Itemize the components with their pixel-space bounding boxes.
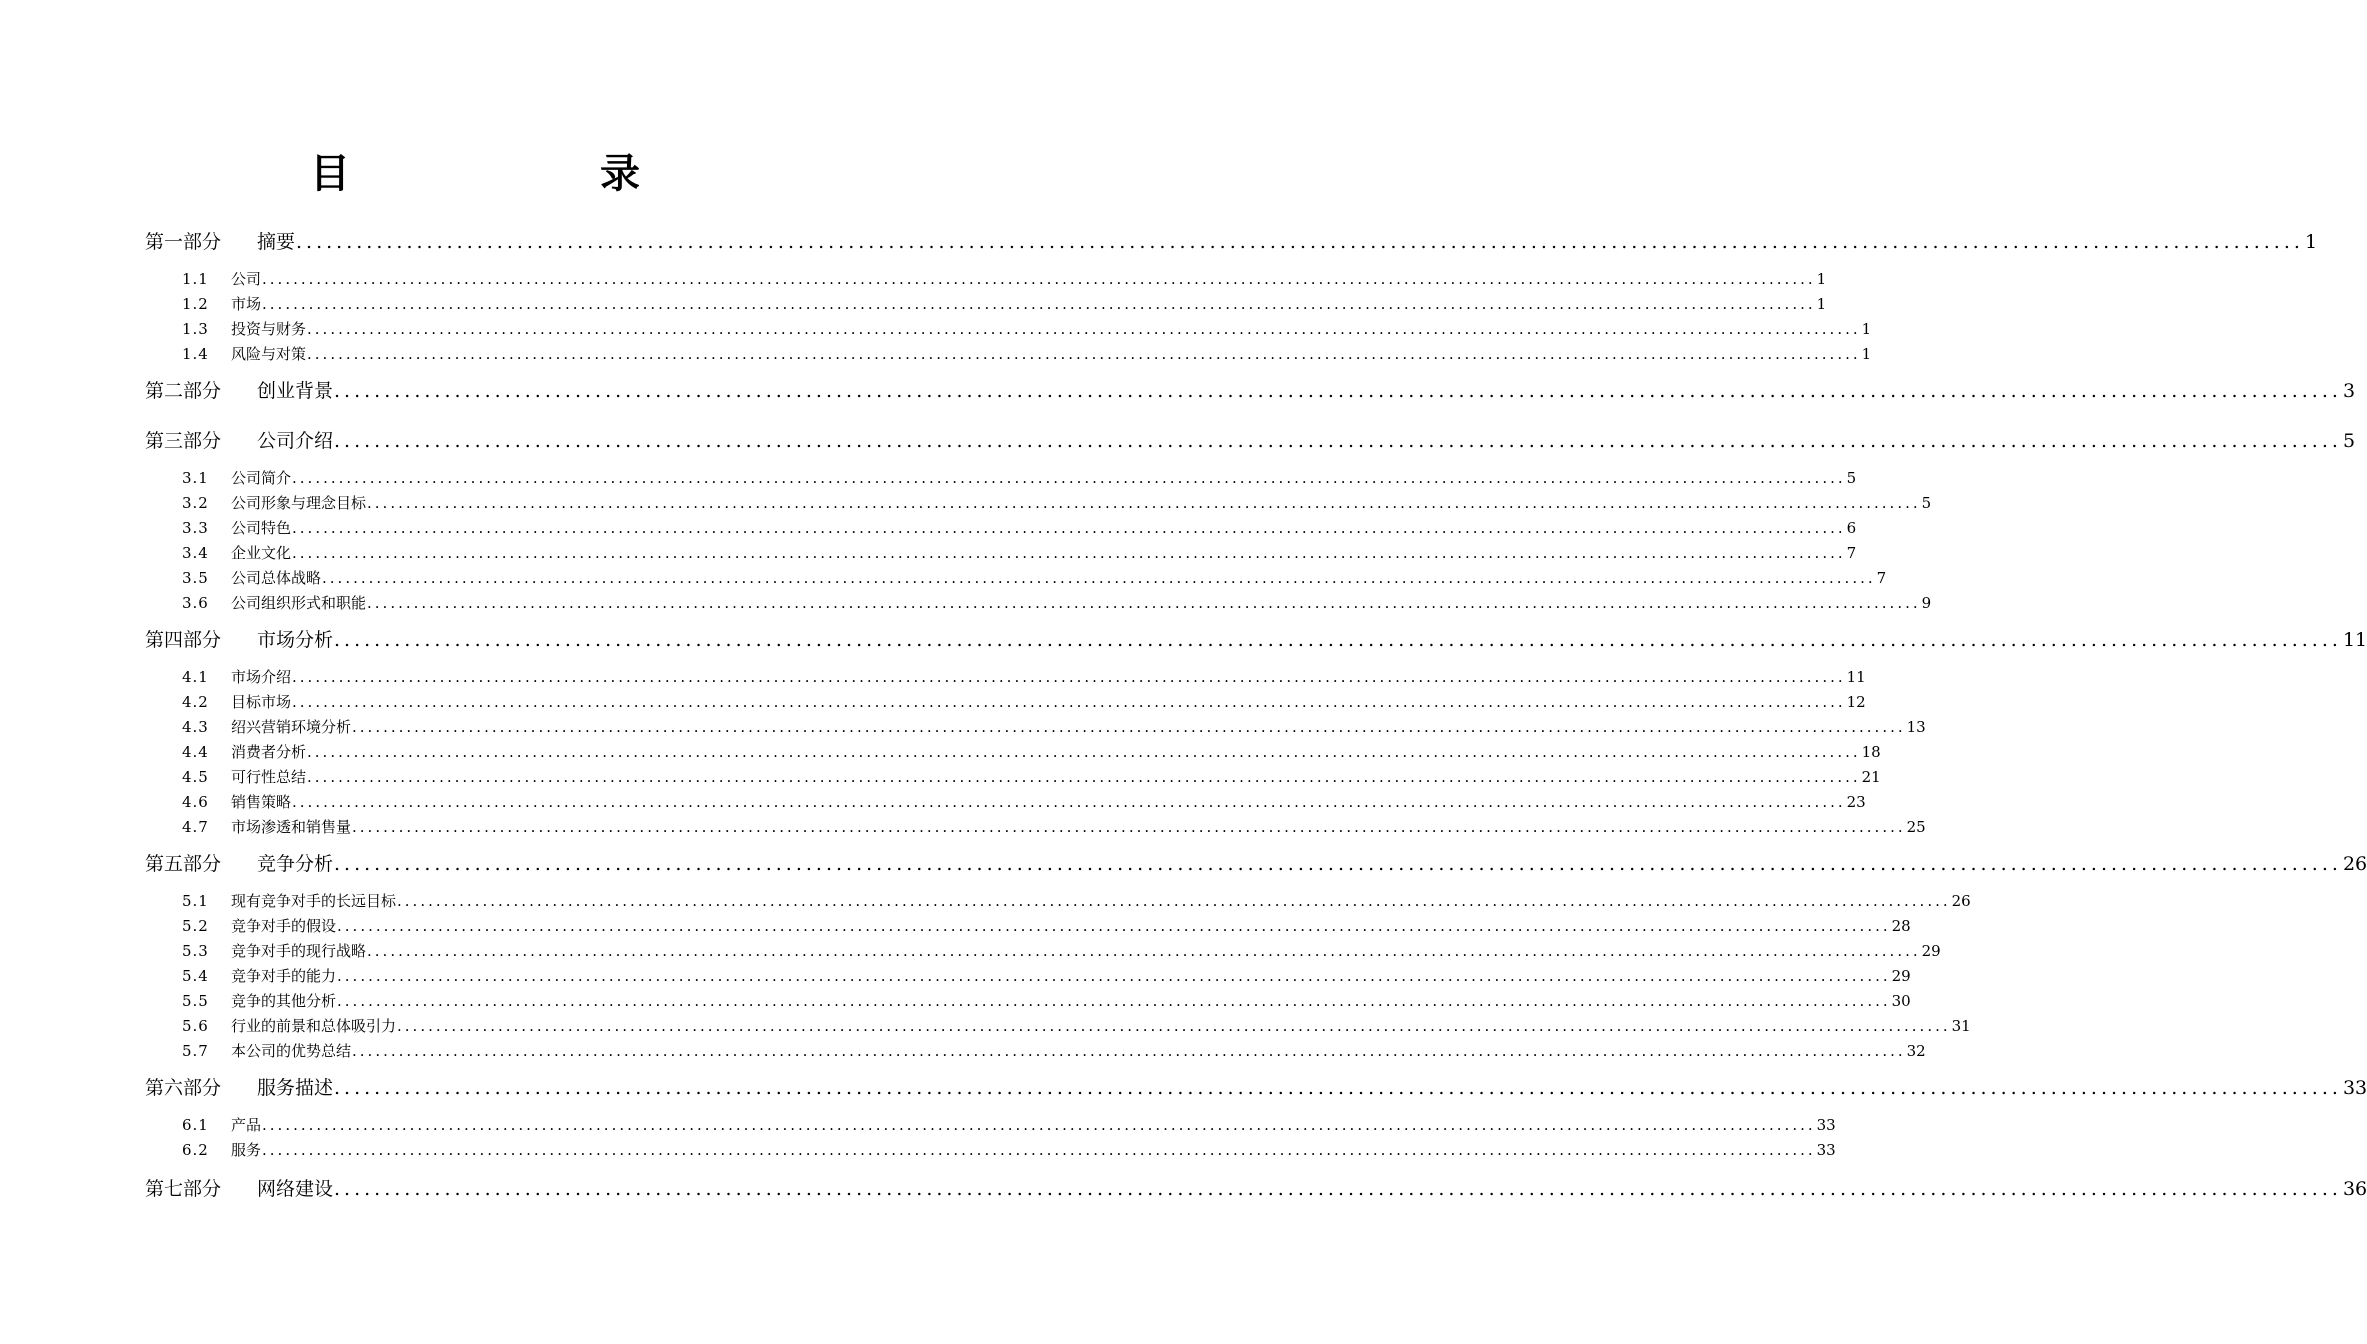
toc-sub-entry[interactable] — [182, 542, 1857, 564]
toc-dot-leader: ........................................................................................................................................................................................................ — [367, 594, 1921, 612]
toc-entry-label: 市场分析 — [257, 629, 334, 651]
toc-entry-number: 6.2 — [182, 1141, 209, 1159]
toc-sub-entry[interactable] — [182, 666, 1866, 688]
toc-dot-leader: ........................................................................................................................................................................................................ — [262, 270, 1816, 288]
toc-entry-number: 3.6 — [182, 594, 209, 612]
toc-page-number: 5 — [1921, 494, 1932, 512]
toc-entry-label: 企业文化 — [231, 544, 292, 562]
toc-dot-leader: ........................................................................................................................................................................................................ — [334, 380, 2342, 402]
toc-entry-number: 第一部分 — [145, 231, 222, 253]
toc-entry-label: 竞争对手的现行战略 — [231, 942, 367, 960]
toc-sub-entry[interactable] — [182, 517, 1857, 539]
toc-dot-leader: ........................................................................................................................................................................................................ — [334, 629, 2342, 651]
toc-entry-number: 5.6 — [182, 1017, 209, 1035]
toc-dot-leader: ........................................................................................................................................................................................................ — [337, 992, 1891, 1010]
toc-entry-label: 市场渗透和销售量 — [231, 818, 352, 836]
toc-page-number: 26 — [2342, 853, 2367, 875]
toc-entry-number: 1.1 — [182, 270, 209, 288]
toc-sub-entry[interactable] — [182, 741, 1881, 763]
page-title: 目 录 — [310, 151, 758, 197]
toc-entry-label: 公司组织形式和职能 — [231, 594, 367, 612]
toc-dot-leader: ........................................................................................................................................................................................................ — [292, 519, 1846, 537]
toc-entry-number: 第五部分 — [145, 853, 222, 875]
toc-entry-number: 1.4 — [182, 345, 209, 363]
toc-entry-number: 5.4 — [182, 967, 209, 985]
toc-page-number: 28 — [1891, 917, 1911, 935]
toc-dot-leader: ........................................................................................................................................................................................................ — [292, 793, 1846, 811]
toc-entry-label: 公司特色 — [231, 519, 292, 537]
toc-entry-number: 3.5 — [182, 569, 209, 587]
toc-page-number: 30 — [1891, 992, 1911, 1010]
toc-page-number: 7 — [1876, 569, 1887, 587]
toc-entry-label: 产品 — [231, 1116, 262, 1134]
toc-dot-leader: ........................................................................................................................................................................................................ — [397, 1017, 1951, 1035]
toc-entry-number: 1.3 — [182, 320, 209, 338]
toc-dot-leader: ........................................................................................................................................................................................................ — [307, 768, 1861, 786]
toc-dot-leader: ........................................................................................................................................................................................................ — [352, 718, 1906, 736]
toc-page-number: 18 — [1861, 743, 1881, 761]
toc-page-number: 36 — [2342, 1178, 2367, 1200]
toc-sub-entry[interactable] — [182, 492, 1932, 514]
toc-entry-number: 第三部分 — [145, 430, 222, 452]
toc-dot-leader: ........................................................................................................................................................................................................ — [337, 917, 1891, 935]
toc-entry-number: 5.7 — [182, 1042, 209, 1060]
toc-entry-label: 本公司的优势总结 — [231, 1042, 352, 1060]
toc-dot-leader: ........................................................................................................................................................................................................ — [307, 345, 1861, 363]
toc-page-number: 9 — [1921, 594, 1932, 612]
toc-entry-label: 公司简介 — [231, 469, 292, 487]
toc-entry-label: 公司 — [231, 270, 262, 288]
toc-entry-label: 现有竞争对手的长远目标 — [231, 892, 397, 910]
toc-sub-entry[interactable] — [182, 716, 1926, 738]
toc-page-number: 33 — [1816, 1141, 1836, 1159]
toc-entry-label: 风险与对策 — [231, 345, 307, 363]
toc-page-number: 6 — [1846, 519, 1857, 537]
toc-dot-leader: ........................................................................................................................................................................................................ — [322, 569, 1876, 587]
toc-entry-number: 3.4 — [182, 544, 209, 562]
toc-page-number: 1 — [1861, 345, 1872, 363]
toc-dot-leader: ........................................................................................................................................................................................................ — [334, 1077, 2342, 1099]
toc-entry-label: 消费者分析 — [231, 743, 307, 761]
toc-page-number: 5 — [1846, 469, 1857, 487]
toc-entry-label: 销售策略 — [231, 793, 292, 811]
toc-dot-leader: ........................................................................................................................................................................................................ — [292, 469, 1846, 487]
toc-part-entry[interactable] — [145, 850, 2367, 878]
toc-entry-number: 1.2 — [182, 295, 209, 313]
toc-page-number: 32 — [1906, 1042, 1926, 1060]
toc-page-number: 26 — [1951, 892, 1971, 910]
toc-entry-number: 4.5 — [182, 768, 209, 786]
toc-page-number: 31 — [1951, 1017, 1971, 1035]
toc-page-number: 11 — [2342, 629, 2367, 651]
toc-page-number: 7 — [1846, 544, 1857, 562]
toc-dot-leader: ........................................................................................................................................................................................................ — [337, 967, 1891, 985]
toc-entry-number: 第七部分 — [145, 1178, 222, 1200]
toc-entry-number: 3.3 — [182, 519, 209, 537]
toc-sub-entry[interactable] — [182, 592, 1932, 614]
toc-sub-entry[interactable] — [182, 1040, 1926, 1062]
toc-dot-leader: ........................................................................................................................................................................................................ — [262, 295, 1816, 313]
toc-dot-leader: ........................................................................................................................................................................................................ — [397, 892, 1951, 910]
toc-dot-leader: ........................................................................................................................................................................................................ — [367, 942, 1921, 960]
toc-entry-label: 竞争对手的假设 — [231, 917, 337, 935]
toc-dot-leader: ........................................................................................................................................................................................................ — [262, 1141, 1816, 1159]
toc-entry-label: 行业的前景和总体吸引力 — [231, 1017, 397, 1035]
toc-entry-number: 第二部分 — [145, 380, 222, 402]
toc-part-entry[interactable] — [145, 228, 2318, 256]
toc-entry-label: 创业背景 — [257, 380, 334, 402]
toc-entry-label: 服务 — [231, 1141, 262, 1159]
toc-part-entry[interactable] — [145, 1175, 2367, 1203]
toc-dot-leader: ........................................................................................................................................................................................................ — [367, 494, 1921, 512]
toc-entry-number: 第六部分 — [145, 1077, 222, 1099]
toc-sub-entry[interactable] — [182, 691, 1866, 713]
toc-entry-label: 市场 — [231, 295, 262, 313]
toc-entry-number: 4.1 — [182, 668, 209, 686]
toc-sub-entry[interactable] — [182, 965, 1911, 987]
toc-sub-entry[interactable] — [182, 890, 1971, 912]
toc-entry-number: 3.2 — [182, 494, 209, 512]
toc-dot-leader: ........................................................................................................................................................................................................ — [307, 743, 1861, 761]
toc-page-number: 1 — [2304, 231, 2318, 253]
toc-entry-number: 4.2 — [182, 693, 209, 711]
toc-entry-number: 4.7 — [182, 818, 209, 836]
toc-entry-label: 市场介绍 — [231, 668, 292, 686]
toc-page-number: 29 — [1891, 967, 1911, 985]
toc-part-entry[interactable] — [145, 1074, 2367, 1102]
toc-entry-label: 投资与财务 — [231, 320, 307, 338]
toc-dot-leader: ........................................................................................................................................................................................................ — [352, 818, 1906, 836]
toc-page-number: 21 — [1861, 768, 1881, 786]
toc-entry-label: 竞争对手的能力 — [231, 967, 337, 985]
toc-sub-entry[interactable] — [182, 343, 1872, 365]
toc-sub-entry[interactable] — [182, 915, 1911, 937]
toc-entry-number: 5.5 — [182, 992, 209, 1010]
toc-entry-label: 目标市场 — [231, 693, 292, 711]
toc-part-entry[interactable] — [145, 626, 2367, 654]
toc-entry-label: 网络建设 — [257, 1178, 334, 1200]
toc-part-entry[interactable] — [145, 377, 2356, 405]
toc-page-number: 25 — [1906, 818, 1926, 836]
toc-entry-number: 5.1 — [182, 892, 209, 910]
toc-page-number: 29 — [1921, 942, 1941, 960]
toc-page-number: 33 — [1816, 1116, 1836, 1134]
toc-sub-entry[interactable] — [182, 467, 1857, 489]
toc-entry-label: 绍兴营销环境分析 — [231, 718, 352, 736]
toc-dot-leader: ........................................................................................................................................................................................................ — [292, 693, 1846, 711]
toc-sub-entry[interactable] — [182, 268, 1827, 290]
toc-sub-entry[interactable] — [182, 318, 1872, 340]
toc-sub-entry[interactable] — [182, 940, 1941, 962]
toc-sub-entry[interactable] — [182, 791, 1866, 813]
toc-entry-number: 4.4 — [182, 743, 209, 761]
toc-entry-number: 4.6 — [182, 793, 209, 811]
toc-page-number: 12 — [1846, 693, 1866, 711]
toc-sub-entry[interactable] — [182, 1139, 1836, 1161]
toc-dot-leader: ........................................................................................................................................................................................................ — [334, 1178, 2342, 1200]
toc-page-number: 11 — [1846, 668, 1866, 686]
toc-entry-number: 5.3 — [182, 942, 209, 960]
toc-dot-leader: ........................................................................................................................................................................................................ — [296, 231, 2304, 253]
toc-entry-label: 服务描述 — [257, 1077, 334, 1099]
toc-sub-entry[interactable] — [182, 816, 1926, 838]
toc-entry-label: 竞争的其他分析 — [231, 992, 337, 1010]
toc-sub-entry[interactable] — [182, 990, 1911, 1012]
toc-entry-number: 第四部分 — [145, 629, 222, 651]
toc-entry-label: 摘要 — [257, 231, 296, 253]
toc-dot-leader: ........................................................................................................................................................................................................ — [292, 668, 1846, 686]
toc-entry-label: 可行性总结 — [231, 768, 307, 786]
toc-dot-leader: ........................................................................................................................................................................................................ — [262, 1116, 1816, 1134]
toc-page-number: 1 — [1816, 295, 1827, 313]
toc-sub-entry[interactable] — [182, 1015, 1971, 1037]
toc-page-number: 1 — [1861, 320, 1872, 338]
toc-page-number: 33 — [2342, 1077, 2367, 1099]
toc-sub-entry[interactable] — [182, 293, 1827, 315]
toc-entry-number: 3.1 — [182, 469, 209, 487]
toc-page-number: 13 — [1906, 718, 1926, 736]
toc-entry-number: 4.3 — [182, 718, 209, 736]
toc-sub-entry[interactable] — [182, 766, 1881, 788]
toc-dot-leader: ........................................................................................................................................................................................................ — [334, 853, 2342, 875]
toc-dot-leader: ........................................................................................................................................................................................................ — [352, 1042, 1906, 1060]
toc-entry-label: 公司总体战略 — [231, 569, 322, 587]
toc-dot-leader: ........................................................................................................................................................................................................ — [334, 430, 2342, 452]
toc-dot-leader: ........................................................................................................................................................................................................ — [292, 544, 1846, 562]
toc-entry-label: 公司介绍 — [257, 430, 334, 452]
toc-entry-number: 5.2 — [182, 917, 209, 935]
toc-entry-label: 竞争分析 — [257, 853, 334, 875]
toc-entry-label: 公司形象与理念目标 — [231, 494, 367, 512]
toc-page-number: 5 — [2342, 430, 2356, 452]
toc-page-number: 1 — [1816, 270, 1827, 288]
toc-entry-number: 6.1 — [182, 1116, 209, 1134]
toc-sub-entry[interactable] — [182, 567, 1887, 589]
toc-page-number: 23 — [1846, 793, 1866, 811]
toc-part-entry[interactable] — [145, 427, 2356, 455]
toc-dot-leader: ........................................................................................................................................................................................................ — [307, 320, 1861, 338]
toc-sub-entry[interactable] — [182, 1114, 1836, 1136]
toc-page-number: 3 — [2342, 380, 2356, 402]
